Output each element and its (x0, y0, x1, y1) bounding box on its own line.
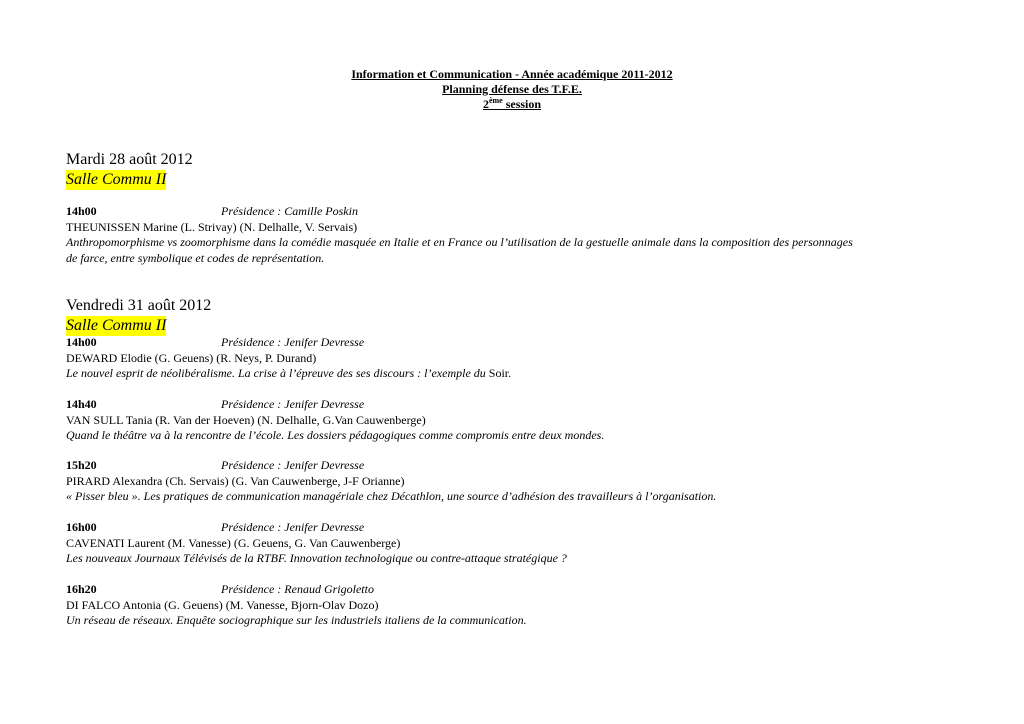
slot-presidence: Présidence : Jenifer Devresse (221, 335, 365, 349)
slot-time: 14h00 (66, 335, 97, 349)
session-label: session (502, 97, 542, 111)
slot-topic: Quand le théâtre va à la rencontre de l’école. Les dossiers pédagogiques comme compromis entre deux mondes. (66, 428, 605, 442)
defense-slot (66, 582, 966, 629)
day-title: Vendredi 31 août 2012 (66, 297, 212, 314)
slot-presidence: Présidence : Jenifer Devresse (221, 520, 365, 534)
slot-topic: Anthropomorphisme vs zoomorphisme dans la comédie masquée en Italie et en France ou l’utilisation de la gestuelle animale dans la composition des personnages (66, 235, 853, 249)
day-heading-2 (66, 296, 211, 336)
room-label: Salle Commu II (66, 317, 167, 334)
document-header (0, 67, 1024, 112)
header-line-2: Planning défense des T.F.E. (442, 82, 582, 96)
header-line-3 (0, 97, 1024, 112)
slot-time: 16h20 (66, 582, 97, 596)
slot-presidence: Présidence : Jenifer Devresse (221, 397, 365, 411)
slot-topic-continued: de farce, entre symbolique et codes de représentation. (66, 250, 325, 265)
slot-topic: Les nouveaux Journaux Télévisés de la RTBF. Innovation technologique ou contre-attaque stratégique ? (66, 551, 567, 565)
defense-slot (66, 520, 966, 567)
slot-names: THEUNISSEN Marine (L. Strivay) (N. Delhalle, V. Servais) (66, 219, 358, 234)
slot-presidence: Présidence : Renaud Grigoletto (221, 582, 374, 596)
defense-slot (66, 458, 966, 505)
slot-names: DEWARD Elodie (G. Geuens) (R. Neys, P. Durand) (66, 350, 317, 365)
slot-presidence: Présidence : Jenifer Devresse (221, 458, 365, 472)
header-line-1: Information et Communication - Année académique 2011-2012 (351, 67, 673, 81)
slot-time: 16h00 (66, 520, 97, 534)
room-label: Salle Commu II (66, 171, 167, 188)
session-number: 2 (482, 97, 489, 111)
session-superscript: ème (488, 96, 503, 105)
defense-slot (66, 335, 966, 382)
slot-presidence: Présidence : Camille Poskin (221, 204, 358, 218)
slot-names: VAN SULL Tania (R. Van der Hoeven) (N. Delhalle, G.Van Cauwenberge) (66, 412, 426, 427)
slot-names: DI FALCO Antonia (G. Geuens) (M. Vanesse, Bjorn-Olav Dozo) (66, 597, 379, 612)
day-heading-1 (66, 150, 193, 190)
slot-time: 15h20 (66, 458, 97, 472)
slot-topic (66, 366, 966, 382)
defense-slot (66, 397, 966, 444)
slot-names: PIRARD Alexandra (Ch. Servais) (G. Van Cauwenberge, J-F Orianne) (66, 473, 405, 488)
slot-time: 14h40 (66, 397, 97, 411)
slot-names: CAVENATI Laurent (M. Vanesse) (G. Geuens, G. Van Cauwenberge) (66, 535, 401, 550)
slot-time: 14h00 (66, 204, 97, 218)
defense-slot (66, 204, 966, 266)
slot-topic-text: Le nouvel esprit de néolibéralisme. La crise à l’épreuve des ses discours : l’exemple du (66, 366, 489, 380)
slot-topic: « Pisser bleu ». Les pratiques de communication managériale chez Décathlon, une source d’adhésion des travailleurs à l’organisation. (66, 489, 717, 503)
slot-topic-journal: Soir. (488, 366, 512, 380)
slot-topic: Un réseau de réseaux. Enquête sociographique sur les industriels italiens de la communication. (66, 613, 527, 627)
day-title: Mardi 28 août 2012 (66, 151, 193, 168)
